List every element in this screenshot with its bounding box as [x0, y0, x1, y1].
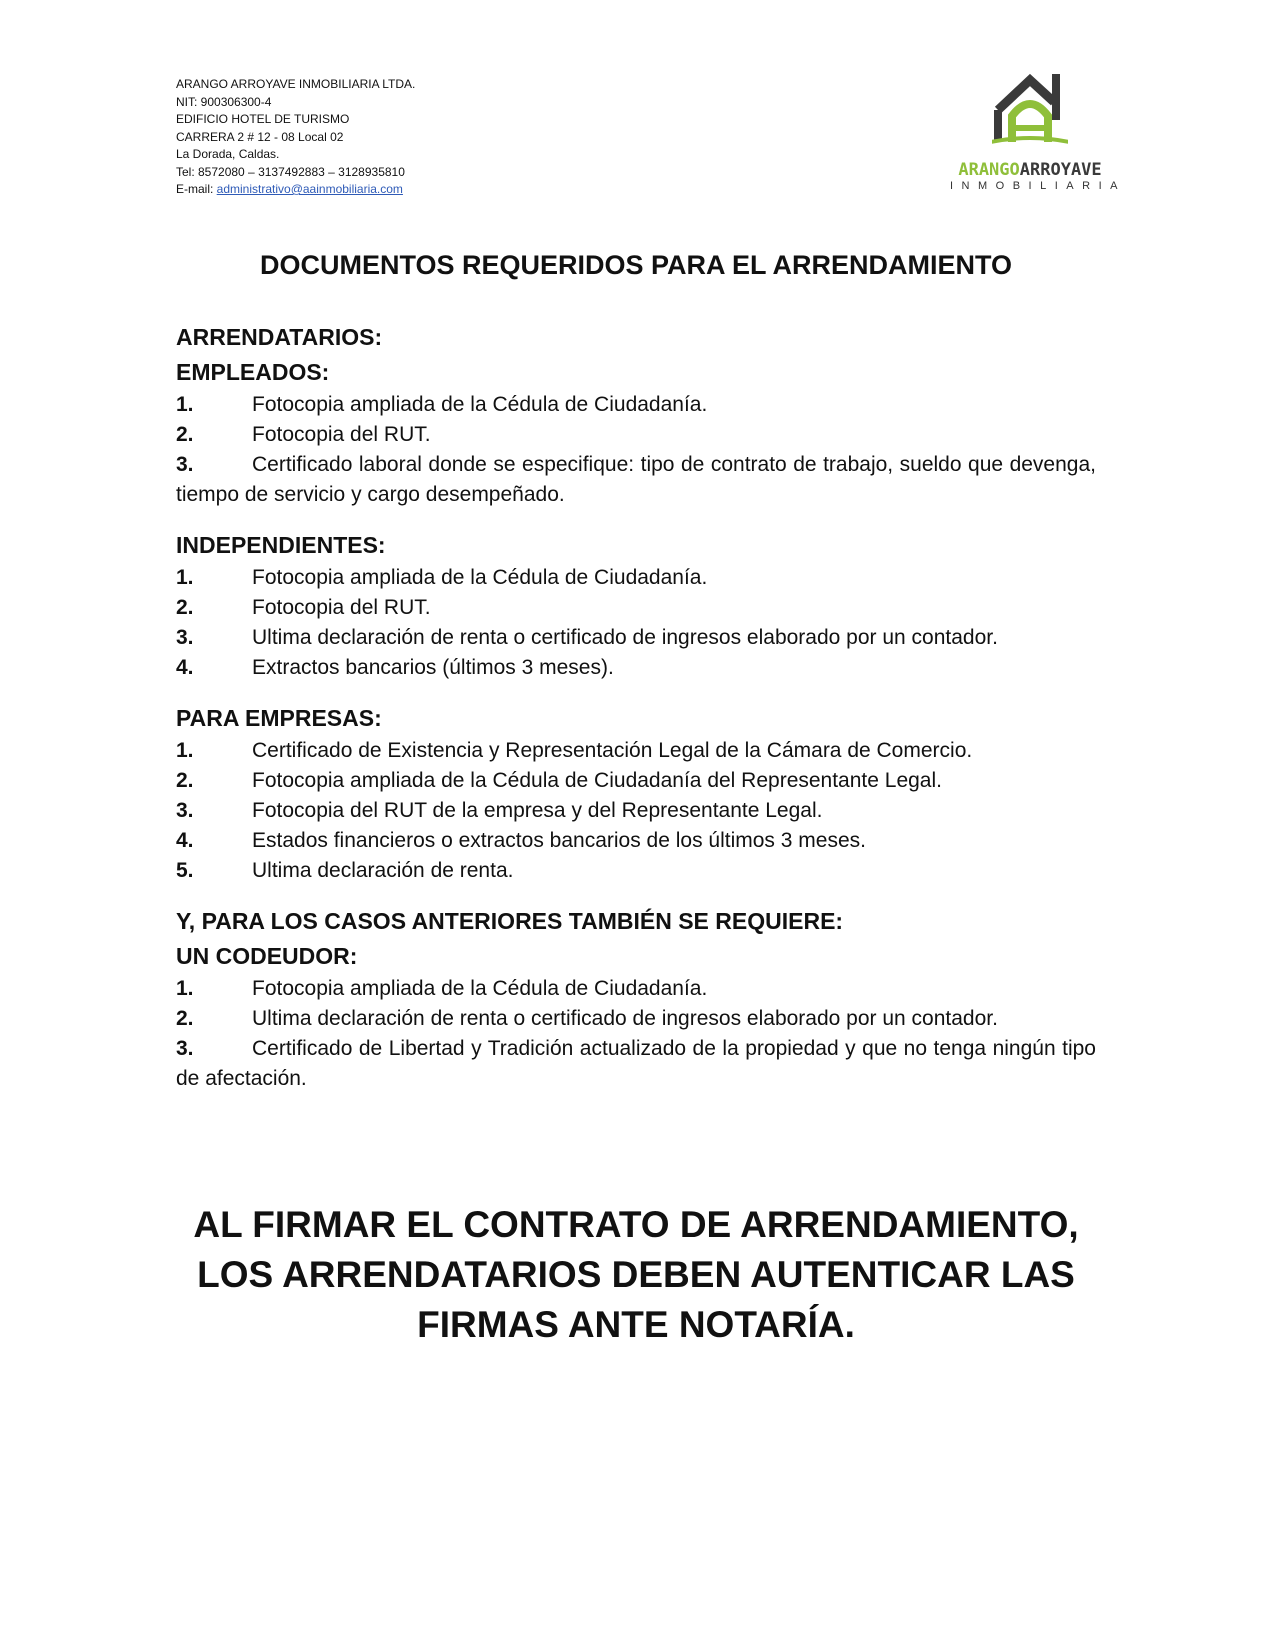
company-info — [176, 76, 415, 199]
email-label: E-mail: — [176, 182, 217, 196]
codeudor-heading: UN CODEUDOR: — [176, 943, 358, 969]
list-item — [176, 390, 1096, 420]
list-item — [176, 826, 1096, 856]
page-title: DOCUMENTOS REQUERIDOS PARA EL ARRENDAMIENTO — [259, 250, 1013, 280]
list-item — [176, 593, 1096, 623]
list-item — [176, 736, 1096, 766]
list-item — [176, 653, 1096, 683]
item-text: Ultima declaración de renta o certificado de ingresos elaborado por un contador. — [252, 626, 998, 649]
logo-brand — [950, 160, 1110, 180]
email-link[interactable]: administrativo@aainmobiliaria.com — [216, 182, 403, 196]
item-number: 1. — [176, 393, 194, 416]
notarization-notice: AL FIRMAR EL CONTRATO DE ARRENDAMIENTO, LOS ARRENDATARIOS DEBEN AUTENTICAR LAS FIRMAS ANTE NOTARÍA. — [193, 1204, 1079, 1345]
item-number: 2. — [176, 596, 194, 619]
company-city: La Dorada, Caldas. — [176, 147, 280, 161]
arrendatarios-heading: ARRENDATARIOS: — [176, 324, 383, 350]
logo-brand-arango: ARANGO — [958, 160, 1020, 180]
item-number: 4. — [176, 829, 194, 852]
item-number: 2. — [176, 423, 194, 446]
item-text: Ultima declaración de renta o certificado de ingresos elaborado por un contador. — [252, 1007, 998, 1030]
item-text: Fotocopia ampliada de la Cédula de Ciudadanía. — [252, 566, 708, 589]
item-text: Fotocopia del RUT. — [252, 596, 431, 619]
empresas-heading: PARA EMPRESAS: — [176, 705, 382, 731]
document-body — [176, 320, 1096, 1094]
company-building: EDIFICIO HOTEL DE TURISMO — [176, 112, 350, 126]
item-text: Fotocopia ampliada de la Cédula de Ciudadanía. — [252, 977, 708, 1000]
item-number: 1. — [176, 566, 194, 589]
list-item — [176, 974, 1096, 1004]
item-number: 5. — [176, 859, 194, 882]
list-item — [176, 766, 1096, 796]
company-logo — [950, 70, 1126, 200]
item-text: Estados financieros o extractos bancarios de los últimos 3 meses. — [252, 829, 866, 852]
casos-heading: Y, PARA LOS CASOS ANTERIORES TAMBIÉN SE REQUIERE: — [176, 908, 844, 934]
house-logo-icon — [992, 70, 1068, 150]
list-item — [176, 623, 1096, 653]
item-text: Ultima declaración de renta. — [252, 859, 514, 882]
item-number: 2. — [176, 1007, 194, 1030]
list-item — [176, 796, 1096, 826]
company-tel: Tel: 8572080 – 3137492883 – 3128935810 — [176, 164, 405, 179]
item-number: 1. — [176, 739, 194, 762]
item-text: Fotocopia del RUT de la empresa y del Representante Legal. — [252, 799, 823, 822]
empleados-heading: EMPLEADOS: — [176, 359, 330, 385]
item-text: Certificado de Existencia y Representación Legal de la Cámara de Comercio. — [252, 739, 973, 762]
item-number: 3. — [176, 453, 194, 476]
item-number: 3. — [176, 799, 194, 822]
item-text: Certificado de Libertad y Tradición actualizado de la propiedad y que no tenga ningún tipo de afectación. — [176, 1037, 1096, 1090]
item-text: Fotocopia ampliada de la Cédula de Ciudadanía del Representante Legal. — [252, 769, 942, 792]
independientes-heading: INDEPENDIENTES: — [176, 532, 386, 558]
company-address: CARRERA 2 # 12 - 08 Local 02 — [176, 129, 344, 144]
list-item — [176, 1034, 1096, 1094]
company-nit: NIT: 900306300-4 — [176, 94, 272, 109]
item-number: 3. — [176, 626, 194, 649]
list-item — [176, 563, 1096, 593]
logo-subtitle: INMOBILIARIA — [950, 180, 1126, 192]
item-number: 2. — [176, 769, 194, 792]
item-number: 1. — [176, 977, 194, 1000]
list-item — [176, 450, 1096, 510]
company-name: ARANGO ARROYAVE INMOBILIARIA LTDA. — [176, 77, 416, 91]
list-item — [176, 420, 1096, 450]
list-item — [176, 856, 1096, 886]
list-item — [176, 1004, 1096, 1034]
item-text: Certificado laboral donde se especifique: tipo de contrato de trabajo, sueldo que devenga, tiempo de servicio y cargo desempeñado. — [176, 453, 1096, 506]
item-number: 3. — [176, 1037, 194, 1060]
item-text: Fotocopia del RUT. — [252, 423, 431, 446]
logo-brand-arroyave: ARROYAVE — [1019, 160, 1102, 180]
company-email-line — [176, 181, 415, 199]
item-number: 4. — [176, 656, 194, 679]
item-text: Fotocopia ampliada de la Cédula de Ciudadanía. — [252, 393, 708, 416]
item-text: Extractos bancarios (últimos 3 meses). — [252, 656, 614, 679]
